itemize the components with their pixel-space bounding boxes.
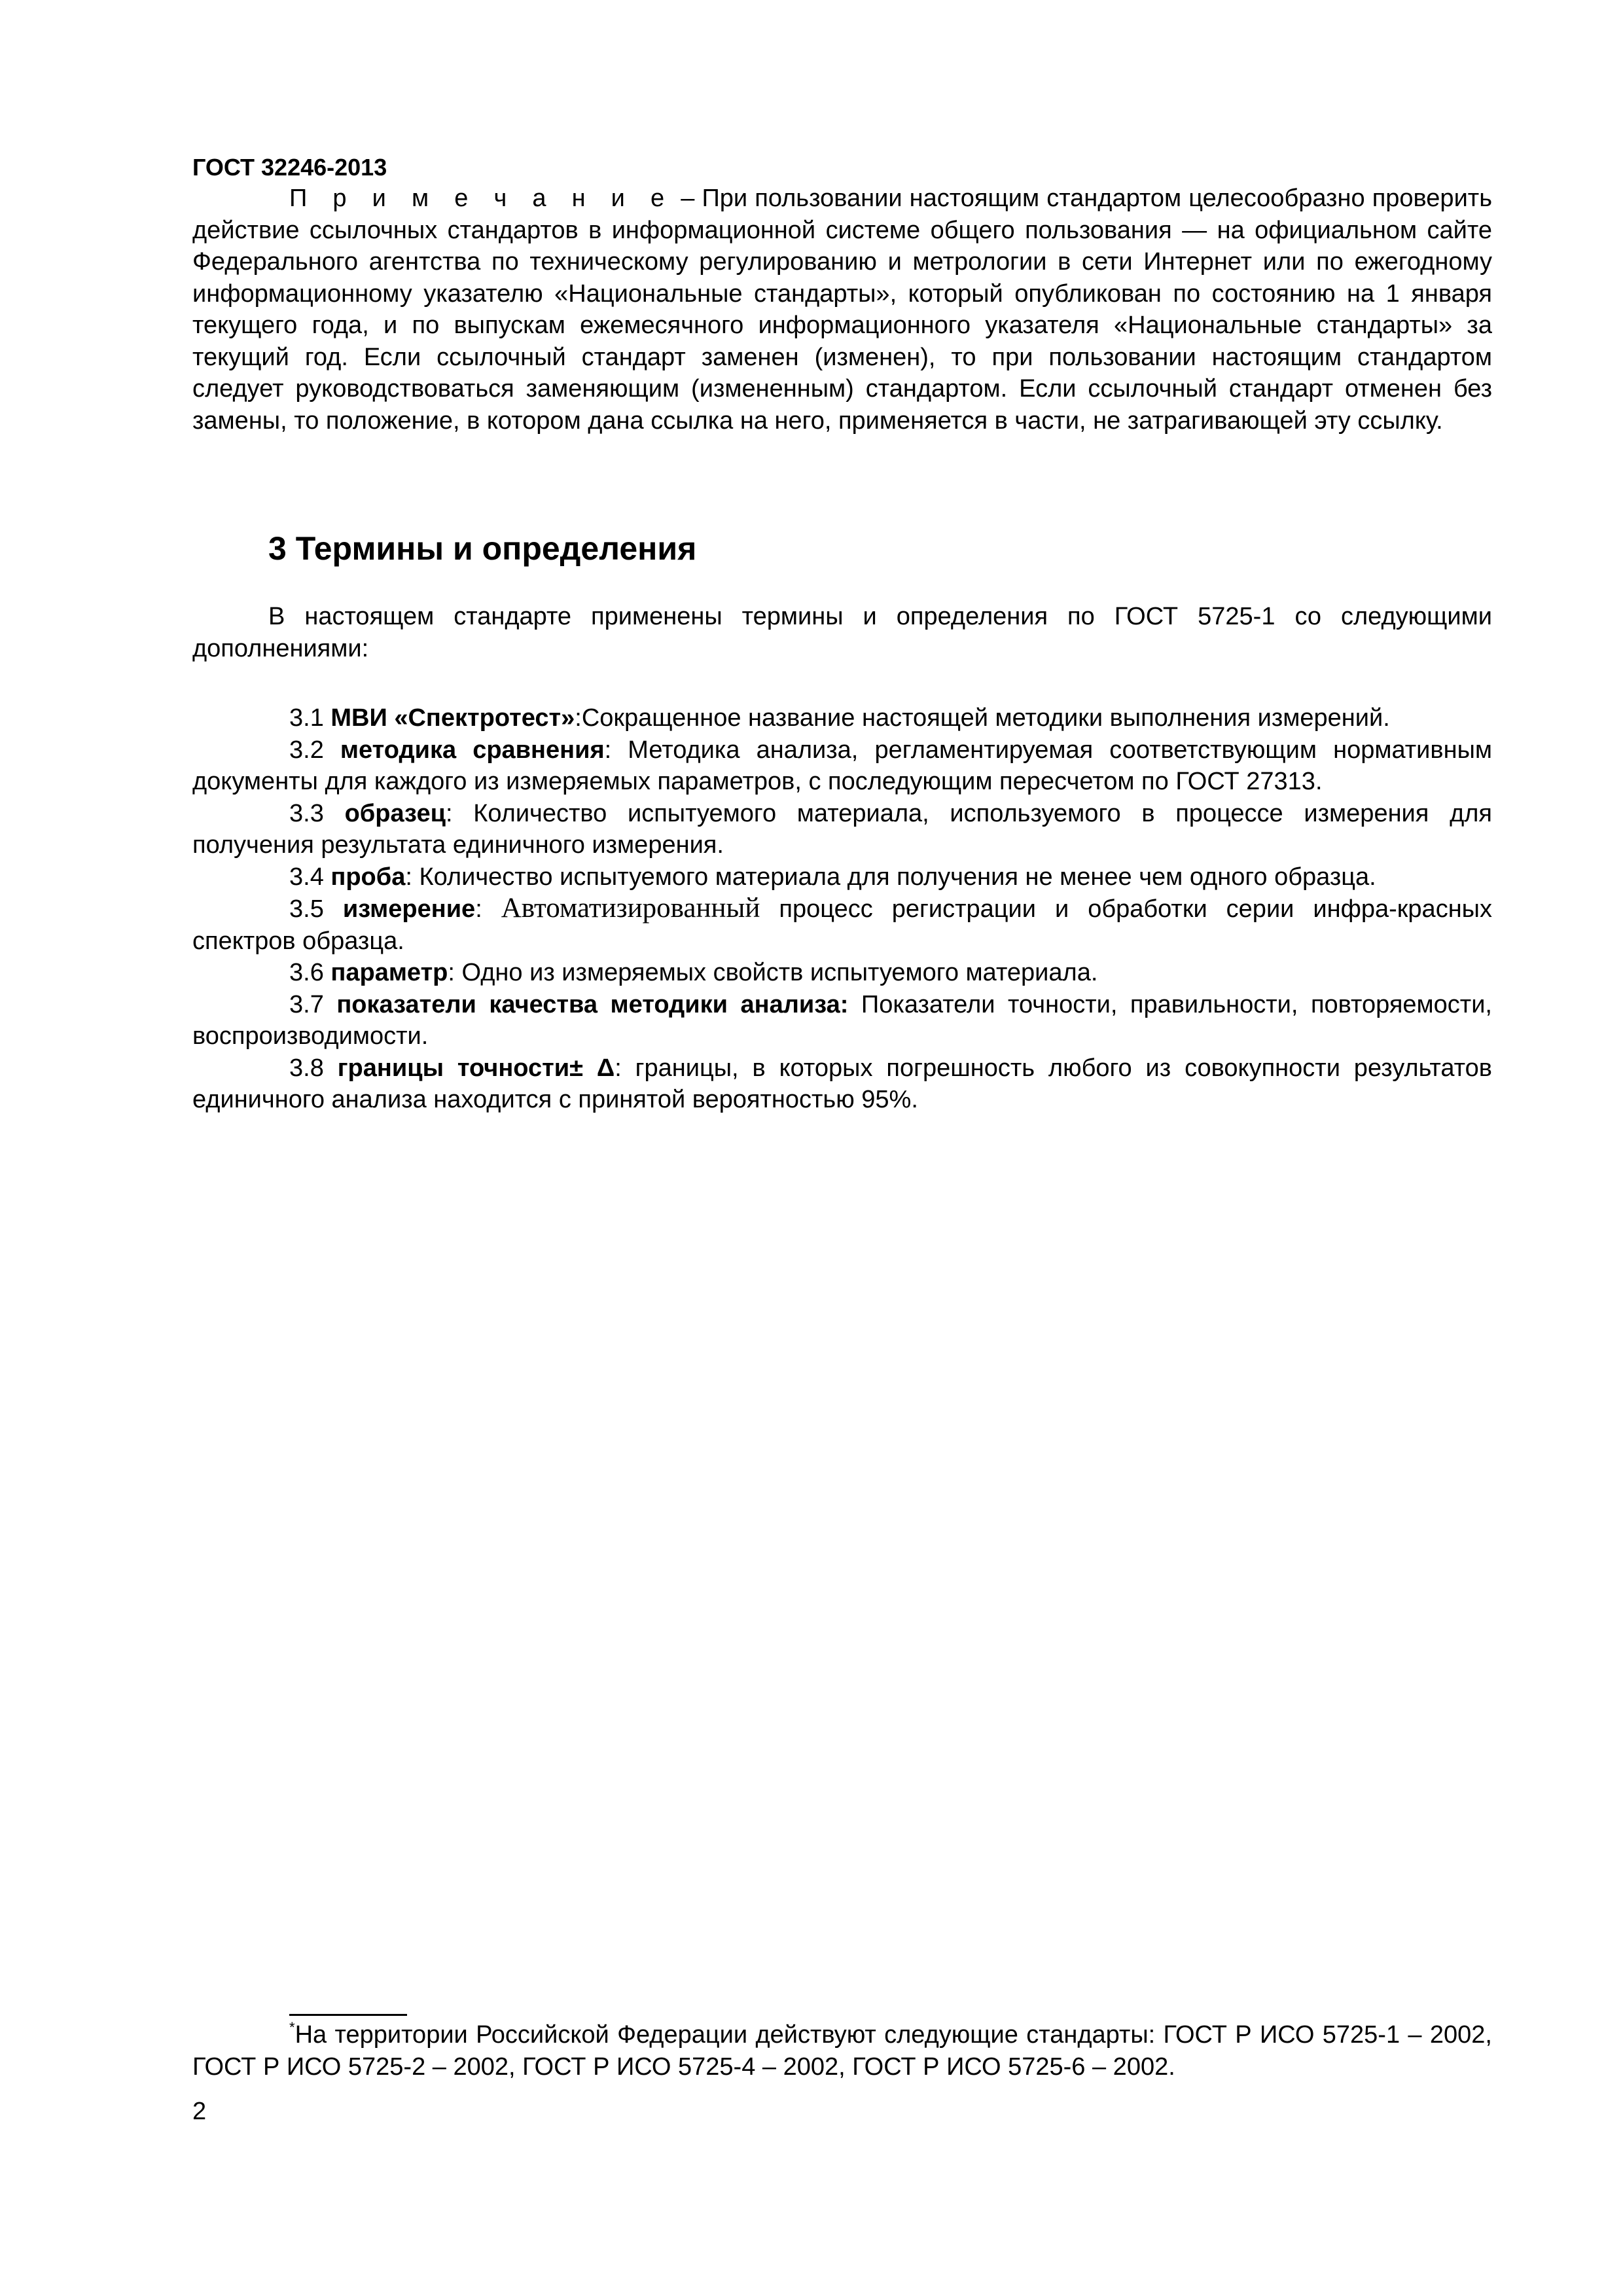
- note-text: – При пользовании настоящим стандартом целесообразно проверить действие ссылочных стандартов в информационной системе общего пользования — на официальном сайте Федерального агентства по техническому регулированию и метрологии в сети Интернет или по ежегодному информационному указателю «Национальные стандарты», который опубликован по состоянию на 1 января текущего года, и по выпускам ежемесячного информационного указателя «Национальные стандарты» за текущий год. Если ссылочный стандарт заменен (изменен), то при пользовании настоящим стандартом следует руководствоваться заменяющим (измененным) стандартом. Если ссылочный стандарт отменен без замены, то положение, в котором дана ссылка на него, применяется в части, не затрагивающей эту ссылку.: [192, 185, 1492, 435]
- term-definition: Показатели точности, правильности, повторяемости, воспроизводимости.: [192, 990, 1492, 1050]
- term-name: границы точности± Δ: [337, 1054, 615, 1082]
- footnote-marker: *: [289, 2019, 295, 2036]
- section-intro-block: [192, 601, 1492, 664]
- term-separator: :: [475, 895, 501, 923]
- term-name: образец: [344, 799, 446, 827]
- term-separator: :: [445, 799, 474, 827]
- note-paragraph: [192, 183, 1492, 437]
- term-number: 3.5: [289, 895, 324, 923]
- term-definition: Одно из измеряемых свойств испытуемого материала.: [461, 959, 1098, 986]
- footnote-block: [192, 2019, 1492, 2083]
- term-definition: Количество испытуемого материала, используемого в процессе измерения для получения результата единичного измерения.: [192, 799, 1493, 859]
- term-name: методика сравнения: [340, 736, 605, 764]
- term-item: [192, 1052, 1492, 1116]
- term-name: измерение: [342, 895, 476, 923]
- term-definition: Сокращенное название настоящей методики выполнения измерений.: [581, 704, 1390, 732]
- term-item: [192, 798, 1492, 861]
- terms-list: [192, 702, 1492, 1116]
- term-definition: границы, в которых погрешность любого из совокупности результатов единичного анализа находится с принятой вероятностью 95%.: [192, 1054, 1492, 1113]
- section-intro: В настоящем стандарте применены термины и определения по ГОСТ 5725-1 со следующими дополнениями:: [192, 603, 1492, 662]
- footnote-paragraph: [192, 2019, 1492, 2083]
- term-number: 3.4: [289, 863, 324, 891]
- section-title: 3 Термины и определения: [268, 530, 697, 567]
- term-number: 3.7: [289, 990, 324, 1018]
- term-name: МВИ «Спектротест»: [330, 704, 575, 732]
- term-name: параметр: [330, 959, 448, 986]
- term-separator: [848, 991, 861, 1018]
- term-item: [192, 702, 1492, 734]
- term-separator: :: [604, 736, 628, 764]
- term-item: [192, 861, 1492, 893]
- term-definition: процесс регистрации и обработки серии инфра-красных спектров образца.: [192, 895, 1492, 955]
- term-item: [192, 957, 1492, 989]
- term-number: 3.1: [289, 704, 324, 732]
- term-separator: :: [448, 959, 462, 986]
- term-definition: Методика анализа, регламентируемая соответствующим нормативным документы для каждого из измеряемых параметров, с последующим пересчетом по ГОСТ 27313.: [192, 736, 1493, 795]
- document-id-header: ГОСТ 32246-2013: [192, 154, 387, 181]
- page-number: 2: [192, 2098, 207, 2125]
- note-block: [192, 183, 1492, 437]
- footnote-text: На территории Российской Федерации действуют следующие стандарты: ГОСТ Р ИСО 5725-1 – 2002, ГОСТ Р ИСО 5725-2 – 2002, ГОСТ Р ИСО 5725-4 – 2002, ГОСТ Р ИСО 5725-6 – 2002.: [192, 2021, 1492, 2081]
- term-separator: :: [615, 1054, 635, 1082]
- term-number: 3.3: [289, 799, 324, 827]
- term-number: 3.8: [289, 1054, 324, 1082]
- term-name: показатели качества методики анализа:: [336, 990, 849, 1018]
- term-name: проба: [330, 863, 406, 891]
- term-item: [192, 734, 1492, 798]
- term-item: [192, 989, 1492, 1052]
- note-label: П р и м е ч а н и е: [289, 185, 674, 212]
- term-item: [192, 893, 1492, 957]
- term-definition-serif: Автоматизированный: [501, 893, 760, 924]
- term-definition: Количество испытуемого материала для получения не менее чем одного образца.: [419, 863, 1376, 891]
- term-separator: :: [575, 704, 582, 732]
- term-number: 3.6: [289, 959, 324, 986]
- term-number: 3.2: [289, 736, 324, 764]
- footnote-divider: [289, 2014, 407, 2016]
- term-separator: :: [405, 863, 419, 891]
